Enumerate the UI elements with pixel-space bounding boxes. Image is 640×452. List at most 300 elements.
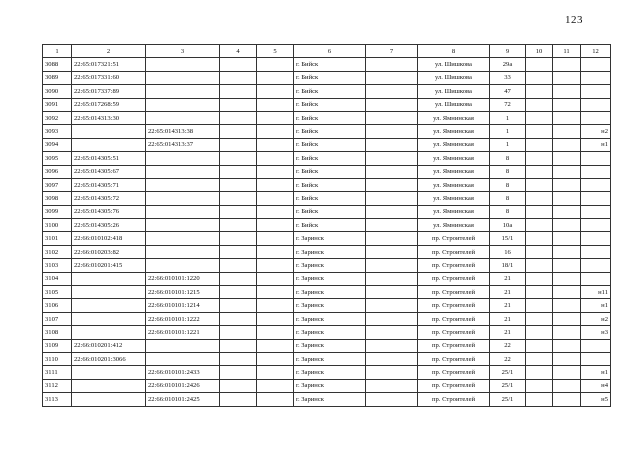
table-cell-col-5	[257, 98, 294, 111]
table-cell-col-4	[220, 85, 257, 98]
table-cell-col-6: г. Бийск	[294, 178, 366, 191]
table-cell-col-8: пр. Строителей	[418, 312, 490, 325]
table-cell-col-4	[220, 366, 257, 379]
table-cell-col-1: 3098	[43, 192, 72, 205]
table-cell-col-10	[526, 259, 553, 272]
table-cell-col-4	[220, 326, 257, 339]
table-cell-col-2: 22:65:014313:30	[72, 111, 146, 124]
table-cell-col-10	[526, 326, 553, 339]
table-cell-col-6: г. Бийск	[294, 58, 366, 71]
table-cell-col-3	[146, 178, 220, 191]
table-cell-col-7	[366, 272, 418, 285]
table-cell-col-6: г. Бийск	[294, 85, 366, 98]
table-cell-col-10	[526, 98, 553, 111]
table-cell-col-12	[581, 272, 611, 285]
table-row	[43, 245, 611, 258]
table-cell-col-5	[257, 366, 294, 379]
table-cell-col-3: 22:66:010101:2425	[146, 393, 220, 406]
table-cell-col-6: г. Бийск	[294, 111, 366, 124]
table-cell-col-12: н3	[581, 326, 611, 339]
table-cell-col-6: г. Заринск	[294, 312, 366, 325]
table-cell-col-7	[366, 152, 418, 165]
table-cell-col-5	[257, 259, 294, 272]
table-cell-col-11	[553, 232, 581, 245]
table-cell-col-8: пр. Строителей	[418, 393, 490, 406]
table-cell-col-9: 25/1	[490, 366, 526, 379]
table-cell-col-2	[72, 138, 146, 151]
table-cell-col-10	[526, 339, 553, 352]
table-cell-col-6: г. Заринск	[294, 272, 366, 285]
table-cell-col-11	[553, 379, 581, 392]
column-header-8: 8	[418, 45, 490, 58]
table-cell-col-2	[72, 286, 146, 299]
table-cell-col-11	[553, 312, 581, 325]
table-cell-col-12: н2	[581, 312, 611, 325]
table-cell-col-10	[526, 138, 553, 151]
table-cell-col-2: 22:65:017331:60	[72, 71, 146, 84]
table-cell-col-9: 8	[490, 192, 526, 205]
table-cell-col-9: 72	[490, 98, 526, 111]
column-header-6: 6	[294, 45, 366, 58]
table-cell-col-3: 22:66:010101:1221	[146, 326, 220, 339]
table-cell-col-10	[526, 192, 553, 205]
table-cell-col-9: 1	[490, 111, 526, 124]
table-cell-col-7	[366, 85, 418, 98]
table-row	[43, 205, 611, 218]
table-cell-col-1: 3101	[43, 232, 72, 245]
table-cell-col-6: г. Бийск	[294, 165, 366, 178]
table-cell-col-3	[146, 71, 220, 84]
table-cell-col-9: 29а	[490, 58, 526, 71]
table-cell-col-1: 3088	[43, 58, 72, 71]
table-cell-col-7	[366, 205, 418, 218]
table-cell-col-12: н1	[581, 366, 611, 379]
table-cell-col-6: г. Заринск	[294, 245, 366, 258]
table-cell-col-10	[526, 299, 553, 312]
table-cell-col-8: пр. Строителей	[418, 299, 490, 312]
table-cell-col-8: ул. Ямнинская	[418, 152, 490, 165]
table-cell-col-12: н5	[581, 393, 611, 406]
table-cell-col-3: 22:66:010101:1214	[146, 299, 220, 312]
table-cell-col-1: 3113	[43, 393, 72, 406]
table-cell-col-5	[257, 299, 294, 312]
table-cell-col-12: н1	[581, 138, 611, 151]
table-cell-col-10	[526, 245, 553, 258]
table-cell-col-10	[526, 352, 553, 365]
table-cell-col-7	[366, 71, 418, 84]
table-cell-col-3	[146, 85, 220, 98]
column-header-1: 1	[43, 45, 72, 58]
table-cell-col-2: 22:65:014305:72	[72, 192, 146, 205]
column-header-2: 2	[72, 45, 146, 58]
table-cell-col-1: 3096	[43, 165, 72, 178]
table-cell-col-9: 15/1	[490, 232, 526, 245]
table-cell-col-7	[366, 178, 418, 191]
table-cell-col-8: ул. Ямнинская	[418, 192, 490, 205]
table-cell-col-1: 3104	[43, 272, 72, 285]
table-cell-col-7	[366, 232, 418, 245]
table-cell-col-10	[526, 71, 553, 84]
table-cell-col-7	[366, 259, 418, 272]
table-cell-col-11	[553, 219, 581, 232]
table-cell-col-2	[72, 125, 146, 138]
table-cell-col-11	[553, 259, 581, 272]
registry-table	[42, 44, 611, 407]
table-cell-col-3: 22:66:010101:1220	[146, 272, 220, 285]
table-cell-col-4	[220, 178, 257, 191]
table-cell-col-7	[366, 165, 418, 178]
table-cell-col-9: 1	[490, 138, 526, 151]
column-header-7: 7	[366, 45, 418, 58]
column-header-3: 3	[146, 45, 220, 58]
table-cell-col-3	[146, 165, 220, 178]
table-cell-col-2: 22:65:017268:59	[72, 98, 146, 111]
table-cell-col-12	[581, 339, 611, 352]
table-cell-col-2: 22:65:014305:26	[72, 219, 146, 232]
table-cell-col-5	[257, 272, 294, 285]
table-cell-col-8: пр. Строителей	[418, 232, 490, 245]
table-cell-col-12	[581, 85, 611, 98]
table-cell-col-5	[257, 111, 294, 124]
table-cell-col-5	[257, 326, 294, 339]
table-cell-col-5	[257, 219, 294, 232]
table-cell-col-2	[72, 379, 146, 392]
table-cell-col-7	[366, 125, 418, 138]
table-cell-col-6: г. Бийск	[294, 205, 366, 218]
table-cell-col-1: 3089	[43, 71, 72, 84]
table-cell-col-9: 18/1	[490, 259, 526, 272]
table-row	[43, 272, 611, 285]
table-cell-col-5	[257, 178, 294, 191]
table-cell-col-12	[581, 71, 611, 84]
table-cell-col-7	[366, 326, 418, 339]
table-cell-col-12	[581, 178, 611, 191]
table-cell-col-4	[220, 152, 257, 165]
table-cell-col-4	[220, 58, 257, 71]
table-cell-col-12	[581, 352, 611, 365]
table-cell-col-11	[553, 245, 581, 258]
table-cell-col-1: 3100	[43, 219, 72, 232]
table-cell-col-4	[220, 71, 257, 84]
table-cell-col-10	[526, 178, 553, 191]
table-cell-col-11	[553, 366, 581, 379]
table-row	[43, 352, 611, 365]
table-cell-col-3	[146, 192, 220, 205]
table-cell-col-10	[526, 111, 553, 124]
table-row	[43, 393, 611, 406]
table-cell-col-6: г. Заринск	[294, 339, 366, 352]
table-cell-col-11	[553, 339, 581, 352]
table-cell-col-10	[526, 312, 553, 325]
table-row	[43, 58, 611, 71]
table-cell-col-2	[72, 272, 146, 285]
table-cell-col-2	[72, 299, 146, 312]
table-cell-col-12: н2	[581, 125, 611, 138]
table-cell-col-11	[553, 58, 581, 71]
table-cell-col-3	[146, 219, 220, 232]
table-cell-col-5	[257, 85, 294, 98]
table-row	[43, 379, 611, 392]
table-cell-col-2: 22:65:014305:51	[72, 152, 146, 165]
table-cell-col-10	[526, 85, 553, 98]
table-cell-col-4	[220, 299, 257, 312]
table-cell-col-5	[257, 286, 294, 299]
table-cell-col-10	[526, 152, 553, 165]
table-cell-col-9: 25/1	[490, 393, 526, 406]
table-cell-col-12: н4	[581, 379, 611, 392]
table-cell-col-12	[581, 98, 611, 111]
table-row	[43, 312, 611, 325]
table-cell-col-7	[366, 366, 418, 379]
table-cell-col-3	[146, 152, 220, 165]
table-cell-col-11	[553, 393, 581, 406]
table-cell-col-8: пр. Строителей	[418, 286, 490, 299]
table-cell-col-8: ул. Шишкова	[418, 58, 490, 71]
table-cell-col-9: 22	[490, 339, 526, 352]
table-cell-col-10	[526, 58, 553, 71]
table-cell-col-4	[220, 219, 257, 232]
table-row	[43, 232, 611, 245]
table-cell-col-3	[146, 245, 220, 258]
table-cell-col-11	[553, 138, 581, 151]
table-cell-col-11	[553, 352, 581, 365]
table-cell-col-8: ул. Ямнинская	[418, 165, 490, 178]
table-cell-col-4	[220, 111, 257, 124]
table-cell-col-6: г. Заринск	[294, 352, 366, 365]
header-row	[43, 45, 611, 58]
table-cell-col-1: 3111	[43, 366, 72, 379]
table-cell-col-3: 22:66:010101:2426	[146, 379, 220, 392]
table-cell-col-12	[581, 245, 611, 258]
table-cell-col-6: г. Бийск	[294, 98, 366, 111]
table-cell-col-12	[581, 152, 611, 165]
table-cell-col-11	[553, 85, 581, 98]
table-cell-col-12	[581, 219, 611, 232]
table-cell-col-5	[257, 245, 294, 258]
table-cell-col-3	[146, 352, 220, 365]
table-cell-col-4	[220, 232, 257, 245]
table-cell-col-3	[146, 111, 220, 124]
table-cell-col-8: ул. Ямнинская	[418, 205, 490, 218]
table-cell-col-2: 22:65:017321:51	[72, 58, 146, 71]
table-cell-col-3: 22:65:014313:38	[146, 125, 220, 138]
table-cell-col-3	[146, 259, 220, 272]
table-cell-col-4	[220, 125, 257, 138]
table-cell-col-6: г. Бийск	[294, 125, 366, 138]
table-cell-col-5	[257, 165, 294, 178]
column-header-10: 10	[526, 45, 553, 58]
table-cell-col-5	[257, 152, 294, 165]
table-cell-col-4	[220, 286, 257, 299]
table-cell-col-1: 3103	[43, 259, 72, 272]
table-cell-col-2: 22:65:014305:71	[72, 178, 146, 191]
table-cell-col-6: г. Заринск	[294, 326, 366, 339]
table-cell-col-5	[257, 71, 294, 84]
table-cell-col-2: 22:66:010201:415	[72, 259, 146, 272]
table-cell-col-9: 10а	[490, 219, 526, 232]
table-cell-col-1: 3107	[43, 312, 72, 325]
table-row	[43, 219, 611, 232]
table-cell-col-9: 25/1	[490, 379, 526, 392]
table-cell-col-2: 22:66:010203:82	[72, 245, 146, 258]
table-cell-col-6: г. Бийск	[294, 152, 366, 165]
table-row	[43, 98, 611, 111]
table-cell-col-9: 21	[490, 326, 526, 339]
table-cell-col-8: пр. Строителей	[418, 352, 490, 365]
table-cell-col-7	[366, 98, 418, 111]
table-cell-col-12	[581, 58, 611, 71]
table-cell-col-6: г. Бийск	[294, 192, 366, 205]
table-cell-col-2	[72, 312, 146, 325]
table-body	[43, 58, 611, 406]
table-cell-col-2	[72, 366, 146, 379]
table-cell-col-7	[366, 299, 418, 312]
table-cell-col-5	[257, 232, 294, 245]
column-header-4: 4	[220, 45, 257, 58]
table-cell-col-3: 22:66:010101:1222	[146, 312, 220, 325]
table-cell-col-11	[553, 192, 581, 205]
table-cell-col-10	[526, 205, 553, 218]
table-cell-col-5	[257, 379, 294, 392]
table-cell-col-7	[366, 312, 418, 325]
table-cell-col-11	[553, 178, 581, 191]
table-cell-col-8: ул. Ямнинская	[418, 178, 490, 191]
table-cell-col-7	[366, 339, 418, 352]
table-cell-col-7	[366, 379, 418, 392]
table-row	[43, 326, 611, 339]
table-cell-col-8: ул. Ямнинская	[418, 219, 490, 232]
table-cell-col-5	[257, 138, 294, 151]
table-cell-col-1: 3094	[43, 138, 72, 151]
table-cell-col-11	[553, 125, 581, 138]
table-cell-col-12	[581, 232, 611, 245]
table-cell-col-9: 8	[490, 152, 526, 165]
table-cell-col-1: 3093	[43, 125, 72, 138]
table-cell-col-11	[553, 152, 581, 165]
table-row	[43, 71, 611, 84]
table-cell-col-1: 3110	[43, 352, 72, 365]
table-cell-col-6: г. Бийск	[294, 219, 366, 232]
table-cell-col-4	[220, 312, 257, 325]
table-cell-col-1: 3106	[43, 299, 72, 312]
column-header-5: 5	[257, 45, 294, 58]
table-cell-col-1: 3105	[43, 286, 72, 299]
table-cell-col-7	[366, 138, 418, 151]
table-cell-col-8: ул. Шишкова	[418, 71, 490, 84]
table-cell-col-1: 3108	[43, 326, 72, 339]
table-cell-col-12	[581, 165, 611, 178]
table-cell-col-7	[366, 58, 418, 71]
table-cell-col-6: г. Заринск	[294, 232, 366, 245]
table-cell-col-8: пр. Строителей	[418, 259, 490, 272]
table-cell-col-10	[526, 219, 553, 232]
table-cell-col-6: г. Заринск	[294, 379, 366, 392]
table-cell-col-12	[581, 192, 611, 205]
table-row	[43, 152, 611, 165]
table-cell-col-8: пр. Строителей	[418, 339, 490, 352]
table-cell-col-5	[257, 58, 294, 71]
table-row	[43, 339, 611, 352]
table-cell-col-2	[72, 326, 146, 339]
table-cell-col-3: 22:66:010101:1215	[146, 286, 220, 299]
table-row	[43, 138, 611, 151]
table-cell-col-5	[257, 205, 294, 218]
table-cell-col-4	[220, 245, 257, 258]
table-row	[43, 192, 611, 205]
table-cell-col-2: 22:66:010102:418	[72, 232, 146, 245]
table-cell-col-2: 22:65:017337:89	[72, 85, 146, 98]
table-cell-col-4	[220, 259, 257, 272]
table-cell-col-2: 22:66:010201:412	[72, 339, 146, 352]
table-cell-col-4	[220, 192, 257, 205]
table-cell-col-8: ул. Шишкова	[418, 98, 490, 111]
table-cell-col-4	[220, 138, 257, 151]
table-cell-col-12	[581, 205, 611, 218]
table-cell-col-8: пр. Строителей	[418, 366, 490, 379]
table-cell-col-1: 3099	[43, 205, 72, 218]
table-cell-col-11	[553, 71, 581, 84]
table-cell-col-11	[553, 98, 581, 111]
table-cell-col-5	[257, 339, 294, 352]
table-row	[43, 286, 611, 299]
column-header-11: 11	[553, 45, 581, 58]
column-header-12: 12	[581, 45, 611, 58]
table-cell-col-9: 8	[490, 165, 526, 178]
table-row	[43, 299, 611, 312]
table-cell-col-6: г. Заринск	[294, 393, 366, 406]
table-cell-col-6: г. Заринск	[294, 259, 366, 272]
table-row	[43, 366, 611, 379]
table-cell-col-9: 8	[490, 178, 526, 191]
table-cell-col-1: 3091	[43, 98, 72, 111]
table-cell-col-4	[220, 393, 257, 406]
table-cell-col-12	[581, 259, 611, 272]
table-cell-col-6: г. Заринск	[294, 286, 366, 299]
table-cell-col-5	[257, 192, 294, 205]
column-header-9: 9	[490, 45, 526, 58]
table-cell-col-4	[220, 272, 257, 285]
table-cell-col-3	[146, 339, 220, 352]
table-cell-col-2: 22:65:014305:76	[72, 205, 146, 218]
table-cell-col-9: 8	[490, 205, 526, 218]
table-cell-col-1: 3109	[43, 339, 72, 352]
table-cell-col-7	[366, 352, 418, 365]
table-cell-col-7	[366, 192, 418, 205]
table-cell-col-5	[257, 393, 294, 406]
table-cell-col-8: пр. Строителей	[418, 379, 490, 392]
table-cell-col-6: г. Заринск	[294, 299, 366, 312]
table-cell-col-9: 21	[490, 312, 526, 325]
table-cell-col-1: 3102	[43, 245, 72, 258]
table-cell-col-12	[581, 111, 611, 124]
table-cell-col-4	[220, 165, 257, 178]
table-cell-col-4	[220, 379, 257, 392]
table-cell-col-8: ул. Ямнинская	[418, 125, 490, 138]
table-cell-col-8: пр. Строителей	[418, 272, 490, 285]
table-cell-col-11	[553, 299, 581, 312]
table-cell-col-8: ул. Ямнинская	[418, 111, 490, 124]
table-cell-col-10	[526, 286, 553, 299]
table-cell-col-7	[366, 245, 418, 258]
table-cell-col-4	[220, 98, 257, 111]
table-cell-col-7	[366, 111, 418, 124]
table-cell-col-10	[526, 232, 553, 245]
table-cell-col-10	[526, 125, 553, 138]
table-cell-col-5	[257, 312, 294, 325]
table-cell-col-4	[220, 339, 257, 352]
table-cell-col-3	[146, 58, 220, 71]
table-cell-col-8: пр. Строителей	[418, 245, 490, 258]
